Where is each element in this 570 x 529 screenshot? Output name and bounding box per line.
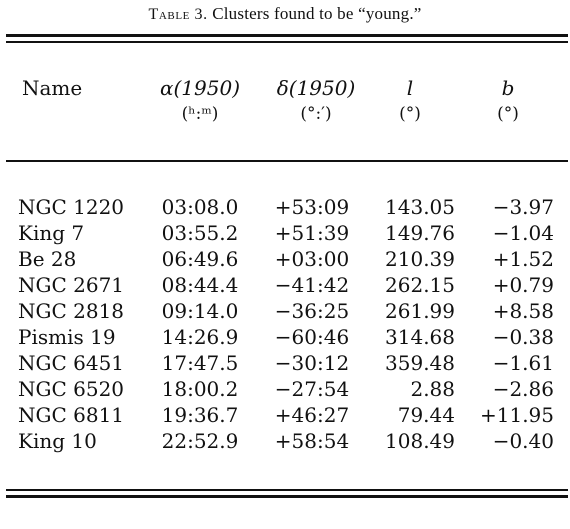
header-name-label: Name: [22, 76, 83, 100]
cell-name: NGC 6811: [18, 403, 125, 427]
cell-l: 262.15: [385, 273, 455, 297]
header-dec-unit: [266, 102, 366, 126]
cell-l: 314.68: [385, 325, 455, 349]
header-l-unit: [370, 102, 450, 126]
cell-b: −0.38: [492, 325, 554, 349]
table-caption-text: Clusters found to be “young.”: [212, 4, 422, 23]
cell-l: 108.49: [385, 429, 455, 453]
cell-name: King 7: [18, 221, 85, 245]
cell-dec: +46:27: [274, 403, 350, 427]
cell-b: −1.61: [492, 351, 554, 375]
cell-dec: +51:39: [274, 221, 350, 245]
header-l: [370, 76, 450, 100]
cell-dec: −30:12: [274, 351, 350, 375]
cell-ra: 06:49.6: [161, 247, 239, 271]
cell-ra: 22:52.9: [161, 429, 239, 453]
cell-l: 261.99: [385, 299, 455, 323]
cell-dec: −36:25: [274, 299, 350, 323]
table-row: [0, 273, 570, 299]
cell-ra: 14:26.9: [161, 325, 239, 349]
cell-name: NGC 2818: [18, 299, 125, 323]
table-row: [0, 247, 570, 273]
header-b-unit: [468, 102, 548, 126]
cell-b: −1.04: [492, 221, 554, 245]
bottom-rule-thin: [6, 489, 568, 491]
cell-name: NGC 2671: [18, 273, 125, 297]
cell-l: 359.48: [385, 351, 455, 375]
table-row: [0, 195, 570, 221]
cell-l: 79.44: [397, 403, 455, 427]
header-dec-unit-label: (°:′): [300, 104, 332, 124]
table-row: [0, 325, 570, 351]
top-rule-thick: [6, 34, 568, 37]
cell-dec: −27:54: [274, 377, 350, 401]
cell-name: NGC 1220: [18, 195, 125, 219]
header-rule: [6, 160, 568, 162]
cell-dec: +58:54: [274, 429, 350, 453]
header-l-label: l: [406, 76, 414, 100]
table-row: [0, 377, 570, 403]
cell-b: +1.52: [492, 247, 554, 271]
header-l-unit-label: (°): [399, 104, 421, 124]
cell-name: Be 28: [18, 247, 77, 271]
cell-name: NGC 6451: [18, 351, 125, 375]
cell-dec: +53:09: [274, 195, 350, 219]
table-row: [0, 429, 570, 455]
cell-ra: 09:14.0: [161, 299, 239, 323]
table-row: [0, 403, 570, 429]
cell-b: +8.58: [492, 299, 554, 323]
cell-name: Pismis 19: [18, 325, 116, 349]
cell-ra: 17:47.5: [161, 351, 239, 375]
header-dec-label: δ(1950): [276, 76, 356, 100]
cell-l: 210.39: [385, 247, 455, 271]
cell-ra: 03:55.2: [161, 221, 239, 245]
header-ra: [150, 76, 250, 100]
cell-b: +0.79: [492, 273, 554, 297]
table-row: [0, 299, 570, 325]
table-caption-label: Table 3.: [148, 6, 208, 23]
header-name: [22, 76, 132, 100]
cell-dec: −60:46: [274, 325, 350, 349]
cell-l: 143.05: [385, 195, 455, 219]
cell-l: 2.88: [410, 377, 455, 401]
cell-name: King 10: [18, 429, 97, 453]
cell-ra: 03:08.0: [161, 195, 239, 219]
cell-ra: 18:00.2: [161, 377, 239, 401]
cell-l: 149.76: [385, 221, 455, 245]
header-b-label: b: [501, 76, 515, 100]
cell-dec: +03:00: [274, 247, 350, 271]
top-rule-thin: [6, 41, 568, 43]
cell-ra: 08:44.4: [161, 273, 239, 297]
header-ra-label: α(1950): [159, 76, 240, 100]
table-row: [0, 221, 570, 247]
bottom-rule-thick: [6, 495, 568, 498]
header-ra-unit: [150, 102, 250, 126]
cell-dec: −41:42: [274, 273, 350, 297]
table-caption: [0, 4, 570, 24]
cell-name: NGC 6520: [18, 377, 125, 401]
table-row: [0, 351, 570, 377]
cell-b: −0.40: [492, 429, 554, 453]
cell-b: +11.95: [479, 403, 554, 427]
header-b: [468, 76, 548, 100]
header-ra-unit-label: (ʰ:ᵐ): [181, 104, 219, 124]
cell-b: −2.86: [492, 377, 554, 401]
cell-ra: 19:36.7: [161, 403, 239, 427]
header-b-unit-label: (°): [497, 104, 519, 124]
cell-b: −3.97: [492, 195, 554, 219]
header-dec: [266, 76, 366, 100]
